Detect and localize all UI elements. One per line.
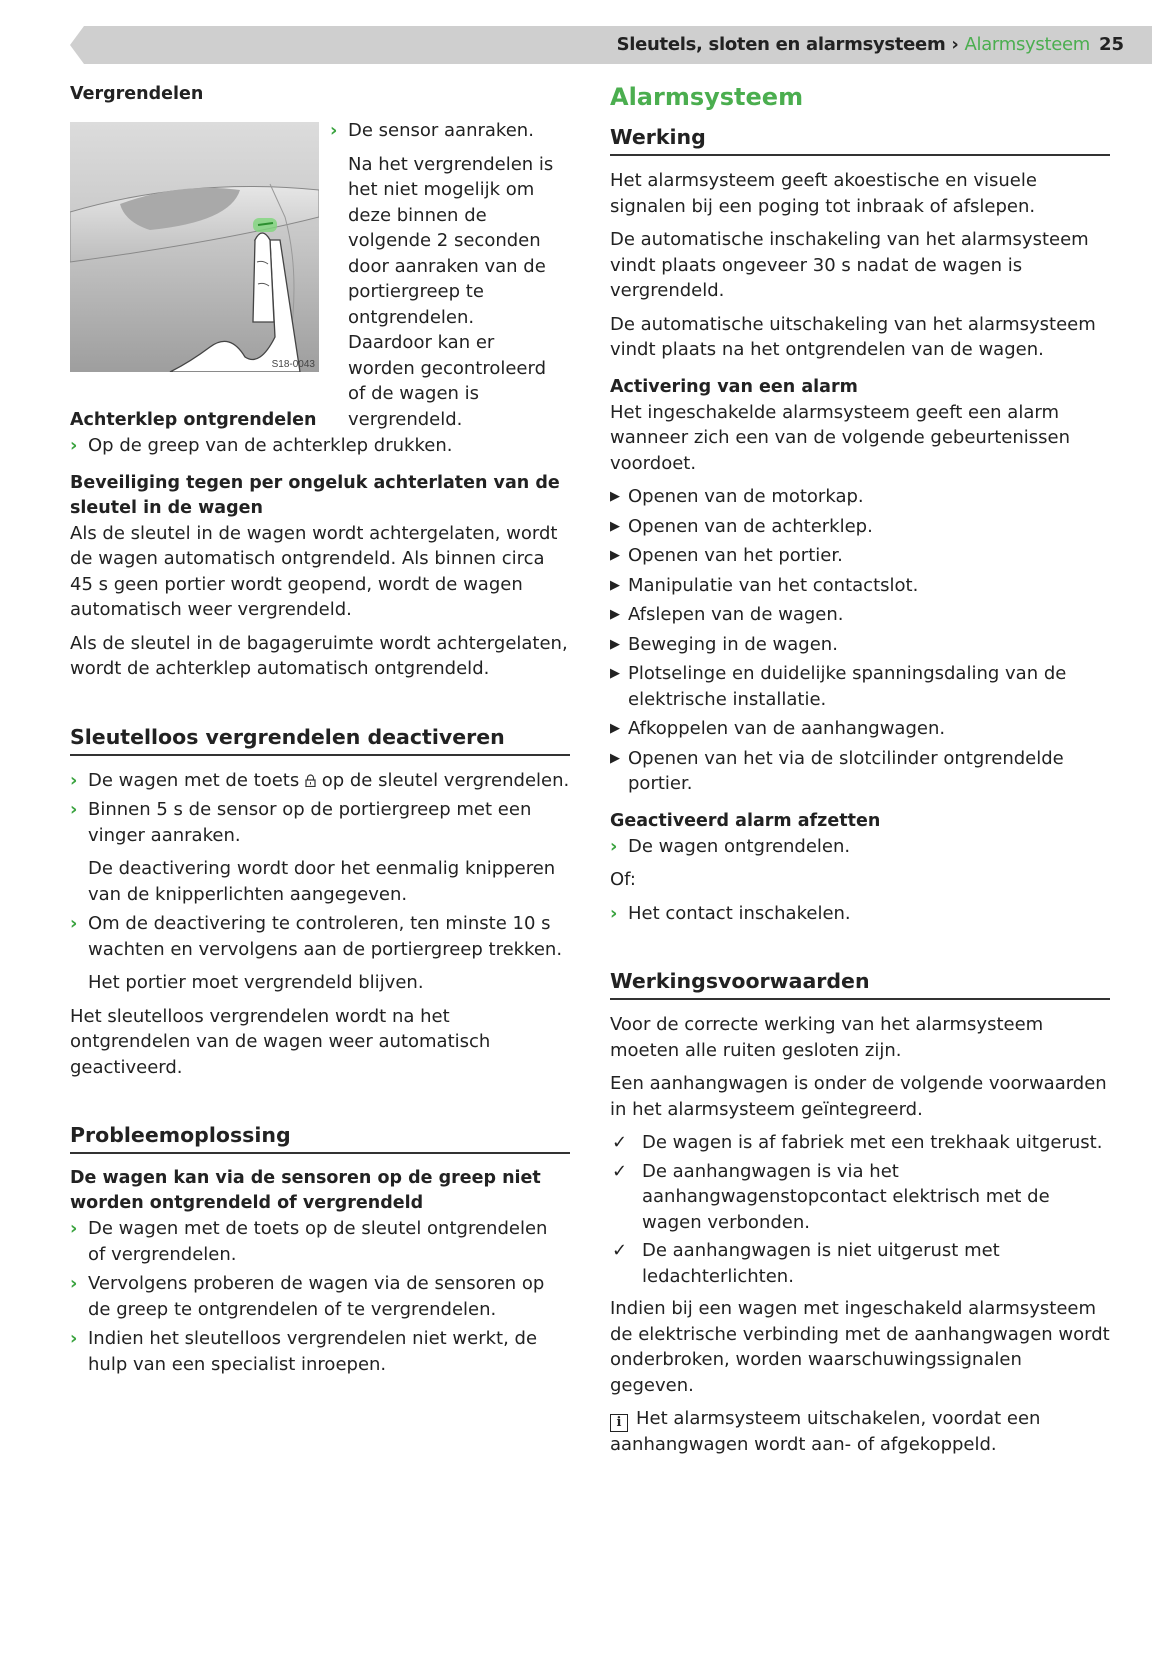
probleem-step-1: › De wagen met de toets op de sleutel ontgrendelen of vergrendelen. xyxy=(70,1218,548,1265)
step-arrow-icon: › xyxy=(70,1273,78,1294)
voorwaarden-p1: Voor de correcte werking van het alarmsysteem moeten alle ruiten gesloten zijn. xyxy=(610,1014,1044,1061)
section-vergrendelen xyxy=(70,82,203,107)
list-item: ✓ De aanhangwagen is via het aanhangwagenstopcontact elektrisch met de wagen verbonden. xyxy=(612,1160,1050,1233)
list-item: ▶ Openen van de achterklep. xyxy=(610,514,1110,540)
left-column xyxy=(70,408,570,1377)
page-number: 25 xyxy=(1098,34,1124,55)
deactiveren-step-1: › De wagen met de toets op de sleutel vergrendelen. xyxy=(70,768,570,794)
info-note: i Het alarmsysteem uitschakelen, voordat een aanhangwagen wordt aan- of afgekoppeld. xyxy=(610,1408,1041,1455)
list-item: ✓ De aanhangwagen is niet uitgerust met ledachterlichten. xyxy=(612,1240,1000,1287)
achterklep-step: › Op de greep van de achterklep drukken. xyxy=(70,433,570,459)
list-item: ▶ Openen van de motorkap. xyxy=(610,484,1110,510)
step-arrow-icon: › xyxy=(70,1218,78,1239)
step-arrow-icon: › xyxy=(70,913,78,934)
figure-code: S18-0043 xyxy=(271,359,315,370)
triangle-bullet-icon: ▶ xyxy=(610,518,620,534)
chapter-title: Alarmsysteem xyxy=(610,83,804,111)
triangle-bullet-icon: ▶ xyxy=(610,577,620,593)
list-item: ▶ Manipulatie van het contactslot. xyxy=(610,573,1110,599)
breadcrumb xyxy=(617,34,1090,55)
info-icon: i xyxy=(610,1414,628,1432)
triangle-bullet-icon: ▶ xyxy=(610,750,620,766)
step-arrow-icon: › xyxy=(70,1328,78,1349)
step-touch-sensor: › De sensor aanraken. xyxy=(330,118,570,144)
step-arrow-icon: › xyxy=(610,902,618,924)
breadcrumb-separator: › xyxy=(951,34,959,55)
triangle-bullet-icon: ▶ xyxy=(610,636,620,652)
probleem-step-2: › Vervolgens proberen de wagen via de sensoren op de greep te ontgrendelen of te vergrendelen. xyxy=(70,1273,545,1320)
checkmark-icon: ✓ xyxy=(612,1160,628,1182)
probleem-step-3: › Indien het sleutelloos vergrendelen niet werkt, de hulp van een specialist inroepen. xyxy=(70,1328,538,1375)
voorwaarden-p2: Een aanhangwagen is onder de volgende voorwaarden in het alarmsysteem geïntegreerd. xyxy=(610,1073,1107,1120)
activering-title: Activering van een alarm xyxy=(610,376,858,397)
breadcrumb-current: Alarmsysteem xyxy=(964,34,1090,55)
triangle-bullet-icon: ▶ xyxy=(610,489,620,504)
deactiveren-note-3: Het portier moet vergrendeld blijven. xyxy=(88,972,424,993)
deactiveren-step-2: › Binnen 5 s de sensor op de portiergreep met een vinger aanraken. xyxy=(70,799,532,846)
deactiveren-heading: Sleutelloos vergrendelen deactiveren xyxy=(70,724,570,756)
werking-p1: Het alarmsysteem geeft akoestische en visuele signalen bij een poging tot inbraak of afslepen. xyxy=(610,170,1037,217)
voorwaarden-heading: Werkingsvoorwaarden xyxy=(610,968,1110,1000)
list-item: ▶ Afkoppelen van de aanhangwagen. xyxy=(610,716,1110,742)
checkmark-icon: ✓ xyxy=(612,1132,628,1153)
door-handle-illustration xyxy=(70,122,319,372)
list-item: ▶ Beweging in de wagen. xyxy=(610,632,1110,658)
page-header xyxy=(70,26,1152,64)
figure-side-text xyxy=(330,118,570,432)
vergrendelen-note: Na het vergrendelen is het niet mogelijk om deze binnen de volgende 2 seconden door aanraken van de portiergreep te ontgrendelen. Daardoor kan er worden gecontroleerd of de wagen is vergrendeld. xyxy=(348,153,554,430)
list-item: ▶ Afslepen van de wagen. xyxy=(610,602,1110,628)
step-arrow-icon: › xyxy=(70,799,78,820)
voorwaarden-p3: Indien bij een wagen met ingeschakeld alarmsysteem de elektrische verbinding met de aanhangwagen wordt onderbroken, worden waarschuwingssignalen gegeven. xyxy=(610,1298,1110,1396)
beveiliging-p2: Als de sleutel in de bagageruimte wordt achtergelaten, wordt de achterklep automatisch ontgrendeld. xyxy=(70,632,568,679)
afzetten-step-2: › Het contact inschakelen. xyxy=(610,901,1110,927)
alarm-trigger-list xyxy=(610,484,1110,797)
afzetten-or: Of: xyxy=(610,869,636,890)
lock-icon xyxy=(305,774,316,787)
breadcrumb-parent: Sleutels, sloten en alarmsysteem xyxy=(616,34,946,55)
deactiveren-note-2: De deactivering wordt door het eenmalig knipperen van de knipperlichten aangegeven. xyxy=(88,858,556,905)
deactiveren-paragraph: Het sleutelloos vergrendelen wordt na het ontgrendelen van de wagen weer automatisch geactiveerd. xyxy=(70,1005,491,1078)
deactiveren-step-3: › Om de deactivering te controleren, ten minste 10 s wachten en vervolgens aan de portiergreep trekken. xyxy=(70,913,563,960)
triangle-bullet-icon: ▶ xyxy=(610,666,620,681)
beveiliging-p1: Als de sleutel in de wagen wordt achtergelaten, wordt de wagen automatisch ontgrendeld. Als binnen circa 45 s geen portier wordt geopend, wordt de wagen automatisch weer vergrendeld. xyxy=(70,522,558,620)
step-arrow-icon: › xyxy=(70,769,78,791)
list-item: ✓ De wagen is af fabriek met een trekhaak uitgerust. xyxy=(610,1130,1110,1156)
afzetten-step-1: › De wagen ontgrendelen. xyxy=(610,834,1110,860)
werking-p3: De automatische uitschakeling van het alarmsysteem vindt plaats na het ontgrendelen van de wagen. xyxy=(610,313,1096,360)
probleem-subtitle: De wagen kan via de sensoren op de greep niet worden ontgrendeld of vergrendeld xyxy=(70,1168,541,1213)
triangle-bullet-icon: ▶ xyxy=(610,548,620,563)
werking-p2: De automatische inschakeling van het alarmsysteem vindt plaats ongeveer 30 s nadat de wagen is vergrendeld. xyxy=(610,229,1089,301)
werking-heading: Werking xyxy=(610,124,1110,156)
step-arrow-icon: › xyxy=(610,835,618,857)
triangle-bullet-icon: ▶ xyxy=(610,607,620,622)
activering-intro: Het ingeschakelde alarmsysteem geeft een alarm wanneer zich een van de volgende gebeurtenissen voordoet. xyxy=(610,401,1071,474)
probleem-heading: Probleemoplossing xyxy=(70,1122,570,1154)
list-item: ▶ Plotselinge en duidelijke spanningsdaling van de elektrische installatie. xyxy=(610,663,1067,710)
list-item: ▶ Openen van het via de slotcilinder ontgrendelde portier. xyxy=(610,747,1064,794)
section-title: Vergrendelen xyxy=(70,84,204,104)
checkmark-icon: ✓ xyxy=(612,1240,628,1261)
beveiliging-title: Beveiliging tegen per ongeluk achterlaten van de sleutel in de wagen xyxy=(70,472,560,518)
triangle-bullet-icon: ▶ xyxy=(610,721,620,736)
right-column xyxy=(610,82,1110,1458)
trailer-conditions-list xyxy=(610,1130,1110,1289)
door-handle-figure xyxy=(70,122,319,372)
afzetten-title: Geactiveerd alarm afzetten xyxy=(610,810,881,831)
step-arrow-icon: › xyxy=(70,435,78,456)
achterklep-title: Achterklep ontgrendelen xyxy=(70,410,317,430)
list-item: ▶ Openen van het portier. xyxy=(610,543,1110,569)
step-arrow-icon: › xyxy=(330,120,338,141)
